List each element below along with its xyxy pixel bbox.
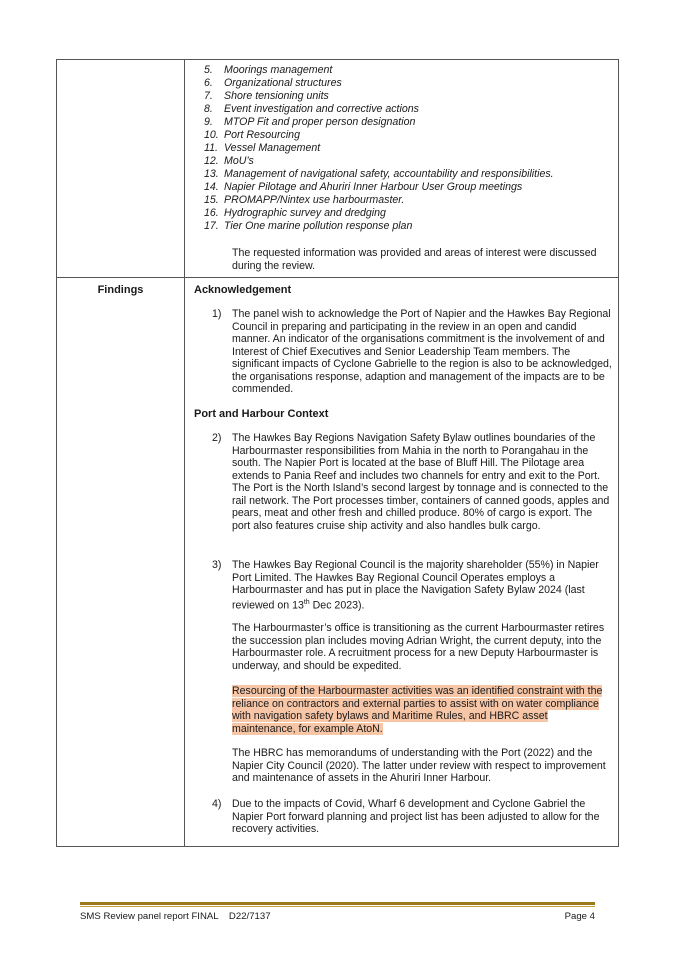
topic-text: Event investigation and corrective actions bbox=[224, 103, 419, 115]
topic-list-item bbox=[204, 103, 612, 116]
topic-list-item bbox=[204, 220, 612, 233]
topic-number: 8. bbox=[204, 103, 213, 115]
topic-text: Napier Pilotage and Ahuriri Inner Harbour User Group meetings bbox=[224, 181, 523, 193]
topic-list-item bbox=[204, 181, 612, 194]
topic-list-item bbox=[204, 194, 612, 207]
topic-list-item bbox=[204, 116, 612, 129]
topic-number: 14. bbox=[204, 181, 219, 193]
topic-number: 11. bbox=[204, 142, 218, 154]
footer-doc-ref: SMS Review panel report FINAL D22/7137 bbox=[80, 911, 271, 922]
item-number: 3) bbox=[212, 559, 222, 571]
hbrc-paragraph: The HBRC has memorandums of understanding with the Port (2022) and the Napier City Council (2020). The latter under review with respect to improvement and maintenance of assets in the Ahuriri Inner Harbour. bbox=[232, 747, 606, 784]
topic-number: 10. bbox=[204, 129, 219, 141]
review-table bbox=[56, 59, 619, 847]
topic-text: Tier One marine pollution response plan bbox=[224, 220, 413, 232]
finding-item-4 bbox=[194, 798, 612, 836]
context-heading: Port and Harbour Context bbox=[194, 408, 329, 420]
topic-number: 6. bbox=[204, 77, 213, 89]
topic-number: 5. bbox=[204, 64, 213, 76]
topic-number: 12. bbox=[204, 155, 219, 167]
finding-item-1 bbox=[194, 308, 612, 396]
item-number: 1) bbox=[212, 308, 222, 320]
item-text: Due to the impacts of Covid, Wharf 6 development and Cyclone Gabriel the Napier Port forward planning and project list has been adjusted to allow for the recovery activities. bbox=[232, 798, 600, 835]
item-text: The Hawkes Bay Regions Navigation Safety Bylaw outlines boundaries of the Harbourmaster responsibilities from Mahia in the north to Porangahau in the south. The Napier Port is located at the base of Bluff Hill. The Pilotage area extends to Pania Reef and includes two channels for entry and exit to the Port. The Port is the North Island’s second largest by tonnage and is connected to the rail network. The Port processes timber, containers of canned goods, apples and pears, meat and other fresh and chilled produce. 80% of cargo is export. The port also features cruise ship activity and also handles bulk cargo. bbox=[232, 432, 610, 532]
topic-text: Organizational structures bbox=[224, 77, 342, 89]
page-number: Page 4 bbox=[564, 911, 595, 922]
resourcing-paragraph bbox=[232, 685, 612, 735]
topic-text: Shore tensioning units bbox=[224, 90, 329, 102]
highlighted-text: Resourcing of the Harbourmaster activities was an identified constraint with the reliance on contractors and external parties to assist with on water compliance with navigation safety bylaws and Maritime Rules, and HBRC asset maintenance, for example AtoN. bbox=[232, 685, 603, 735]
topic-list-item bbox=[204, 155, 612, 168]
topic-text: Vessel Management bbox=[224, 142, 321, 154]
topics-list bbox=[204, 64, 612, 233]
item-number: 4) bbox=[212, 798, 222, 810]
succession-paragraph: The Harbourmaster’s office is transitioning as the current Harbourmaster retires the succession plan includes moving Adrian Wright, the current deputy, into the Harbourmaster role. A recruitment process for a new Deputy Harbourmaster is underway, and should be expedited. bbox=[232, 622, 605, 672]
topics-note: The requested information was provided and areas of interest were discussed during the review. bbox=[232, 247, 597, 272]
topic-text: Management of navigational safety, accountability and responsibilities. bbox=[224, 168, 554, 180]
topic-list-item bbox=[204, 77, 612, 90]
acknowledgement-heading: Acknowledgement bbox=[194, 284, 292, 296]
finding-item-3 bbox=[194, 559, 612, 612]
item-number: 2) bbox=[212, 432, 222, 444]
finding-item-2 bbox=[194, 432, 612, 532]
item-text-part: Dec 2023). bbox=[309, 599, 365, 612]
item-text: The panel wish to acknowledge the Port of Napier and the Hawkes Bay Regional Council in preparing and participating in the review in an open and candid manner. An indicator of the organisations commitment is the involvement of and Interest of Chief Executives and Senior Leadership Team members. The significant impacts of Cyclone Gabrielle to the region is also to be acknowledged, the organisations response, adaption and management of the impacts are to be commended. bbox=[232, 308, 612, 395]
page-footer bbox=[80, 902, 595, 922]
topic-text: MoU’s bbox=[224, 155, 254, 167]
topic-number: 7. bbox=[204, 90, 213, 102]
superscript: th bbox=[303, 598, 310, 606]
topic-list-item bbox=[204, 90, 612, 103]
topic-number: 17. bbox=[204, 220, 219, 232]
topic-text: MTOP Fit and proper person designation bbox=[224, 116, 416, 128]
row-divider bbox=[57, 277, 618, 278]
findings-row-header: Findings bbox=[97, 284, 144, 296]
footer-rule-thin bbox=[80, 906, 595, 907]
footer-rule bbox=[80, 902, 595, 905]
column-divider bbox=[184, 60, 185, 846]
topic-number: 15. bbox=[204, 194, 219, 206]
topic-number: 9. bbox=[204, 116, 213, 128]
topic-list-item bbox=[204, 142, 612, 155]
topic-text: Port Resourcing bbox=[224, 129, 300, 141]
topic-text: Hydrographic survey and dredging bbox=[224, 207, 386, 219]
topic-text: Moorings management bbox=[224, 64, 333, 76]
footer-row bbox=[80, 911, 595, 922]
topic-number: 16. bbox=[204, 207, 219, 219]
topic-list-item bbox=[204, 168, 612, 181]
topic-list-item bbox=[204, 207, 612, 220]
item-text-part: The Hawkes Bay Regional Council is the majority shareholder (55%) in Napier Port Limited. The Hawkes Bay Regional Council Operates employs a Harbourmaster and has put in place the Navigation Safety Bylaw 2024 (last reviewed on 13 bbox=[232, 559, 599, 612]
topic-list-item bbox=[204, 64, 612, 77]
topic-list-item bbox=[204, 129, 612, 142]
item-text bbox=[232, 559, 612, 612]
topic-text: PROMAPP/Nintex use harbourmaster. bbox=[224, 194, 405, 206]
topic-number: 13. bbox=[204, 168, 219, 180]
